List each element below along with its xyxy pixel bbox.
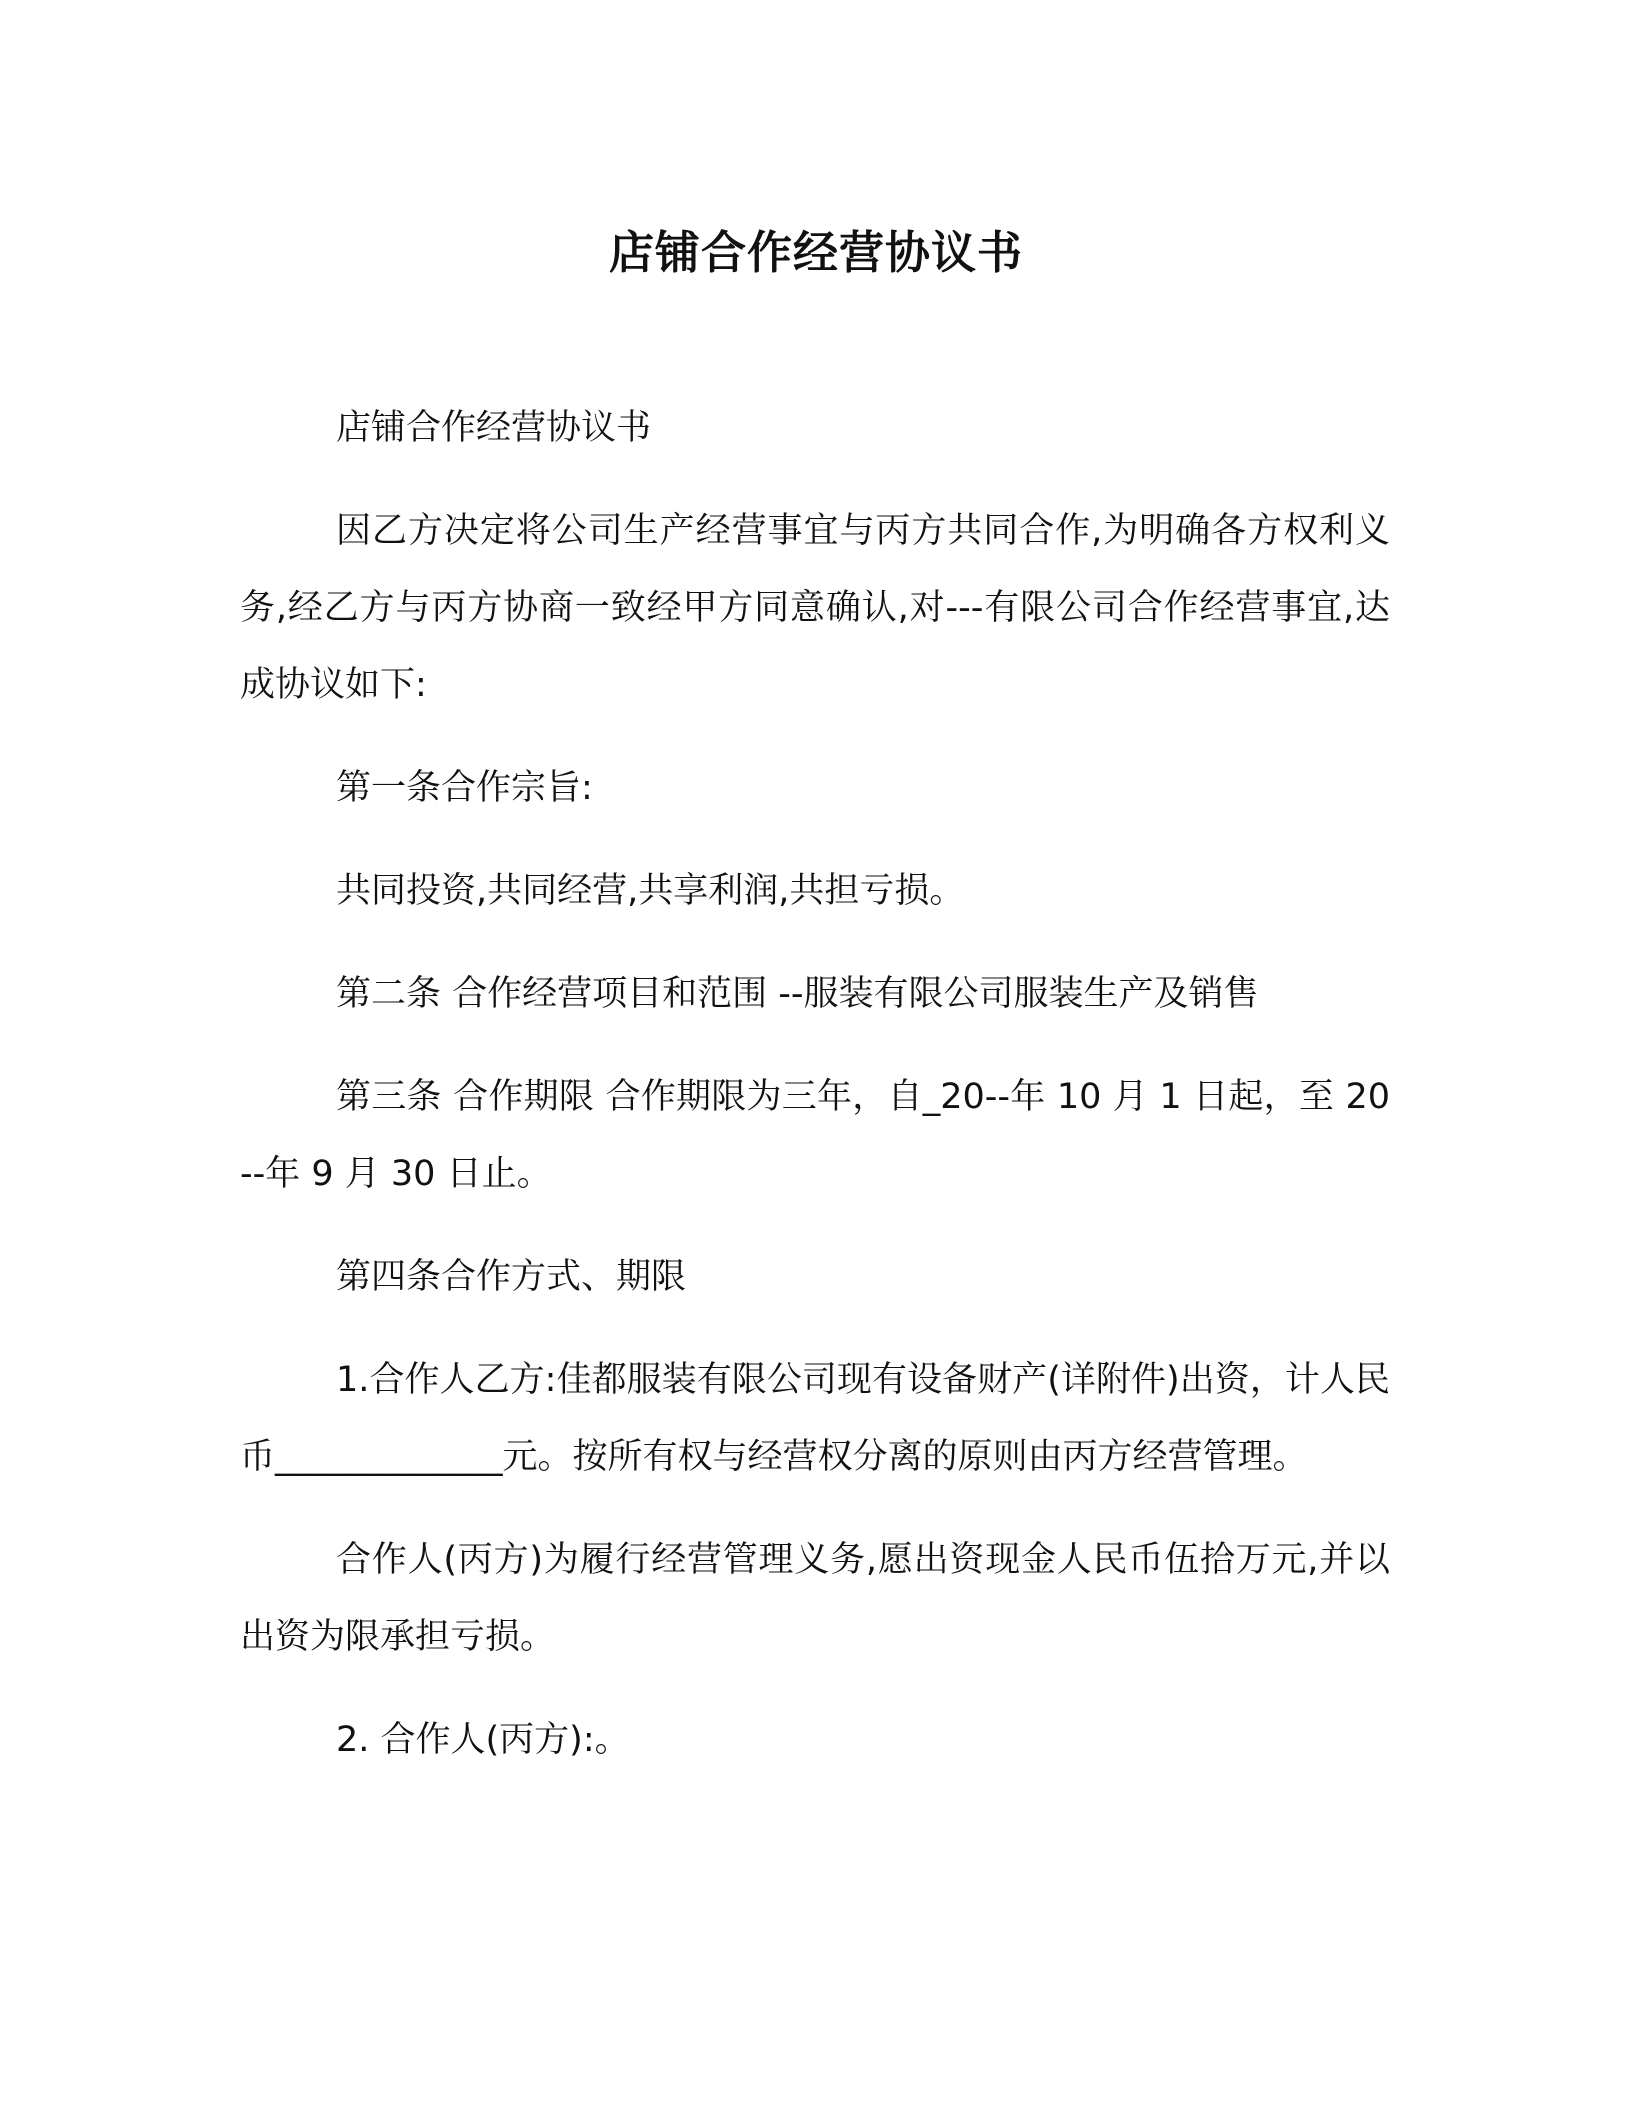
document-body: [240, 390, 1390, 1805]
paragraph-article-1-heading: 第一条合作宗旨:: [336, 768, 593, 808]
paragraph-article-2: 第二条 合作经营项目和范围 --服装有限公司服装生产及销售: [336, 974, 1259, 1014]
paragraph-article-4-item-2: 2. 合作人(丙方):。: [336, 1720, 630, 1760]
paragraph-article-3: 第三条 合作期限 合作期限为三年，自_20--年 10 月 1 日起，至 20--年 9 月 30 日止。: [240, 1077, 1390, 1194]
paragraph-article-4-item-1: 1.合作人乙方:佳都服装有限公司现有设备财产(详附件)出资，计人民币_____________元。按所有权与经营权分离的原则由丙方经营管理。: [240, 1360, 1390, 1477]
document-title: 店铺合作经营协议书: [608, 226, 1023, 279]
paragraph-subtitle: 店铺合作经营协议书: [336, 408, 652, 448]
paragraph-article-4-heading: 第四条合作方式、期限: [336, 1257, 687, 1297]
paragraph-preamble: 因乙方决定将公司生产经营事宜与丙方共同合作,为明确各方权利义务,经乙方与丙方协商一致经甲方同意确认,对---有限公司合作经营事宜,达成协议如下:: [240, 511, 1390, 705]
paragraph-article-4-party-c: 合作人(丙方)为履行经营管理义务,愿出资现金人民币伍拾万元,并以出资为限承担亏损。: [240, 1540, 1390, 1657]
paragraph-article-1-content: 共同投资,共同经营,共享利润,共担亏损。: [336, 871, 965, 911]
